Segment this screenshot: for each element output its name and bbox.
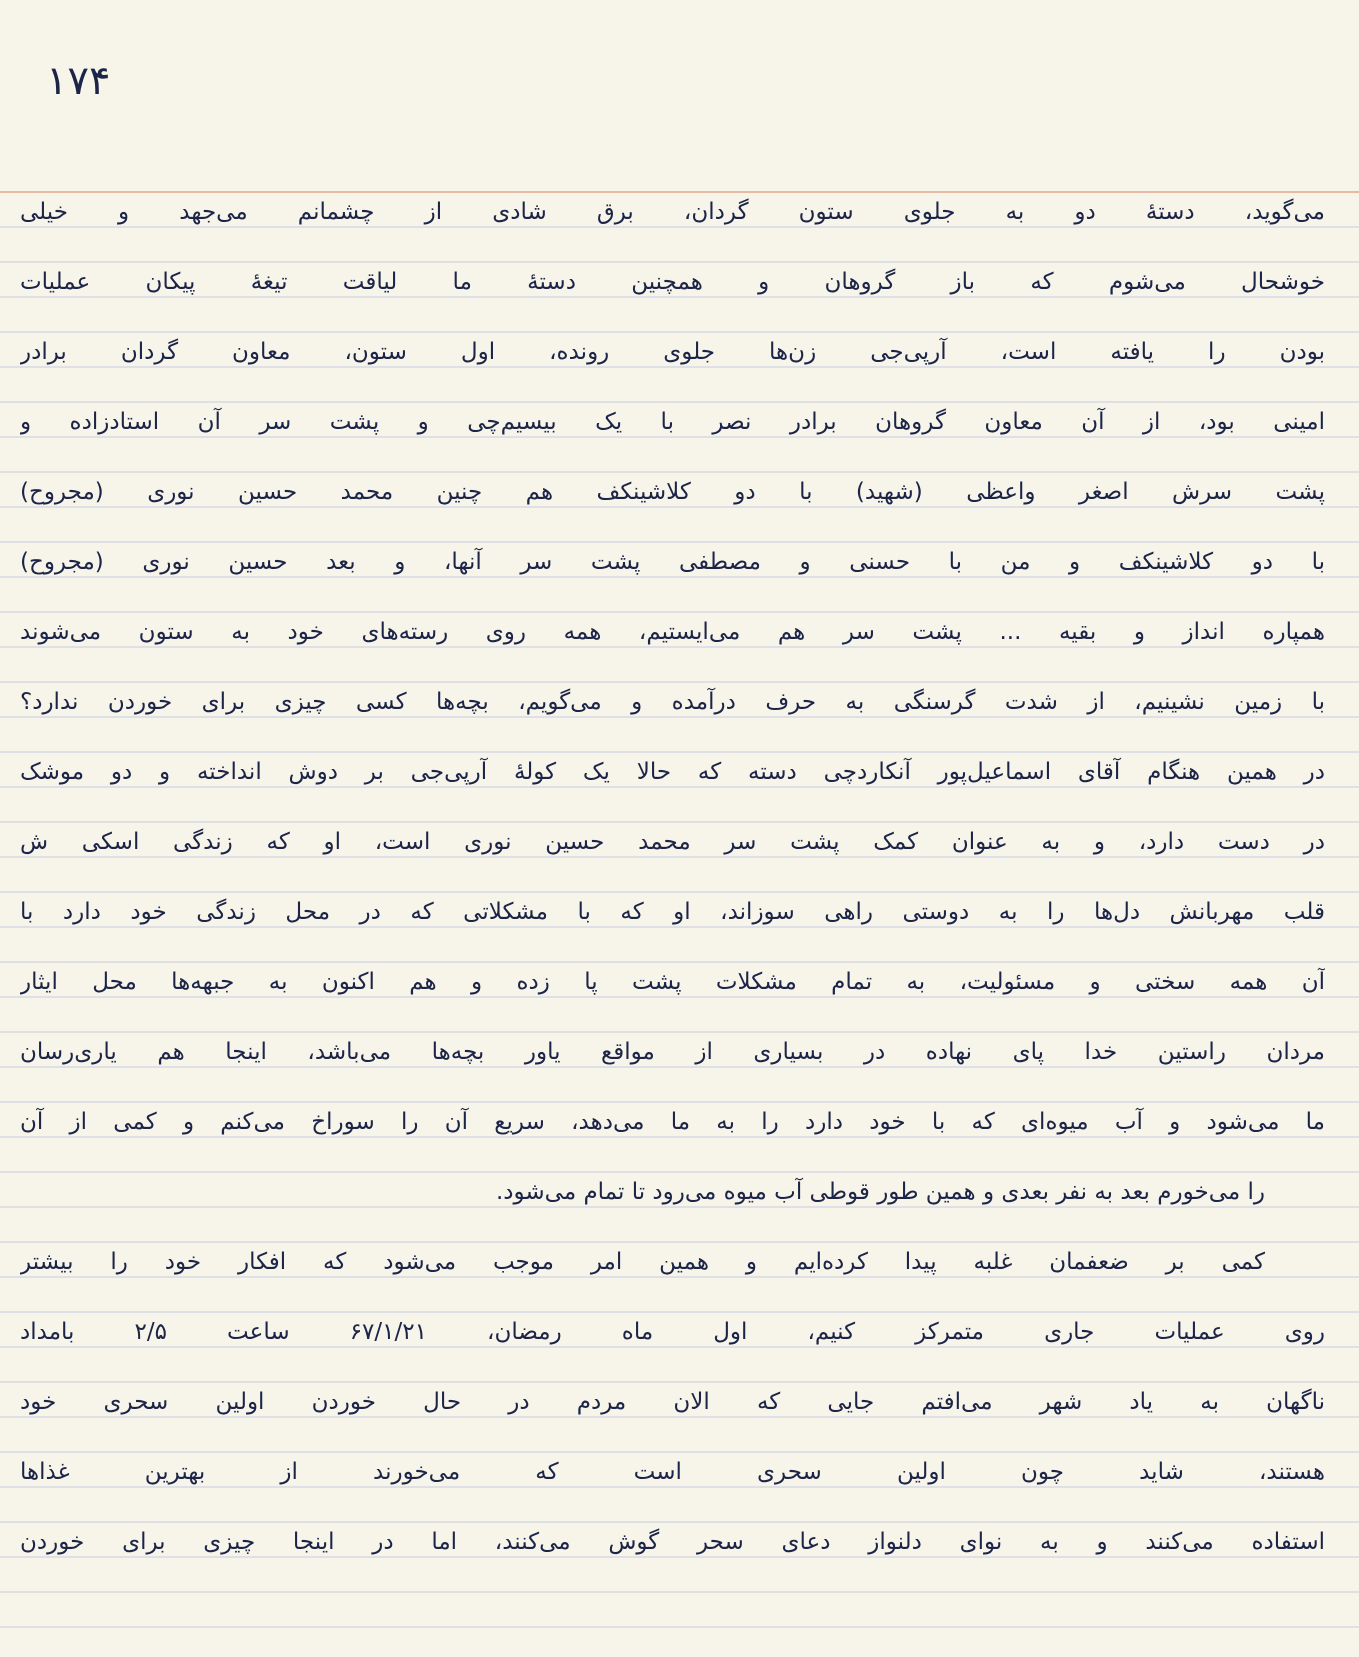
text-line-6: با دو کلاشینکف و من با حسنی و مصطفی پشت سر آنها، و بعد حسین نوری (مجروح) bbox=[20, 549, 1325, 575]
text-line-1: می‌گوید، دستهٔ دو به جلوی ستون گردان، برق شادی از چشمانم می‌جهد و خیلی bbox=[20, 199, 1325, 225]
text-line-16: کمی بر ضعفمان غلبه پیدا کرده‌ایم و همین امر موجب می‌شود که افکار خود را بیشتر bbox=[20, 1249, 1265, 1275]
text-line-20: استفاده می‌کنند و به نوای دلنواز دعای سحر گوش می‌کنند، اما در اینجا چیزی برای خوردن bbox=[20, 1529, 1325, 1555]
text-line-12: آن همه سختی و مسئولیت، به تمام مشکلات پشت پا زده و هم اکنون به جبهه‌ها محل ایثار bbox=[20, 969, 1325, 995]
text-line-17: روی عملیات جاری متمرکز کنیم، اول ماه رمضان، ۶۷/۱/۲۱ ساعت ۲/۵ بامداد bbox=[20, 1319, 1325, 1345]
text-line-3: بودن را یافته است، آرپی‌جی زن‌ها جلوی رونده، اول ستون، معاون گردان برادر bbox=[20, 339, 1325, 365]
text-line-7: همپاره انداز و بقیه ... پشت سر هم می‌ایستیم، همه روی رسته‌های خود به ستون می‌شوند bbox=[20, 619, 1325, 645]
text-line-9: در همین هنگام آقای اسماعیل‌پور آنکاردچی دسته که حالا یک کولهٔ آرپی‌جی بر دوش انداخته و دو موشک bbox=[20, 759, 1325, 785]
text-line-18: ناگهان به یاد شهر می‌افتم جایی که الان مردم در حال خوردن اولین سحری خود bbox=[20, 1389, 1325, 1415]
text-line-5: پشت سرش اصغر واعظی (شهید) با دو کلاشینکف هم چنین محمد حسین نوری (مجروح) bbox=[20, 479, 1325, 505]
text-line-14: ما می‌شود و آب میوه‌ای که با خود دارد را به ما می‌دهد، سریع آن را سوراخ می‌کنم و کمی از آن bbox=[20, 1109, 1325, 1135]
text-line-10: در دست دارد، و به عنوان کمک پشت سر محمد حسین نوری است، او که زندگی اسکی ش bbox=[20, 829, 1325, 855]
text-line-4: امینی بود، از آن معاون گروهان برادر نصر با یک بیسیم‌چی و پشت سر آن استادزاده و bbox=[20, 409, 1325, 435]
text-line-11: قلب مهربانش دل‌ها را به دوستی راهی سوزاند، او که با مشکلاتی که در محل زندگی خود دارد با bbox=[20, 899, 1325, 925]
text-line-15: را می‌خورم بعد به نفر بعدی و همین طور قوطی آب میوه می‌رود تا تمام می‌شود. bbox=[495, 1179, 1265, 1205]
text-line-13: مردان راستین خدا پای نهاده در بسیاری از مواقع یاور بچه‌ها می‌باشد، اینجا هم یاری‌رسان bbox=[20, 1039, 1325, 1065]
text-line-8: با زمین نشینیم، از شدت گرسنگی به حرف درآمده و می‌گویم، بچه‌ها کسی چیزی برای خوردن ندارد؟ bbox=[20, 689, 1325, 715]
page-number: ۱۷۴ bbox=[46, 58, 111, 104]
text-line-19: هستند، شاید چون اولین سحری است که می‌خورند از بهترین غذاها bbox=[20, 1459, 1325, 1485]
text-line-2: خوشحال می‌شوم که باز گروهان و همچنین دستهٔ ما لیاقت تیغهٔ پیکان عملیات bbox=[20, 269, 1325, 295]
